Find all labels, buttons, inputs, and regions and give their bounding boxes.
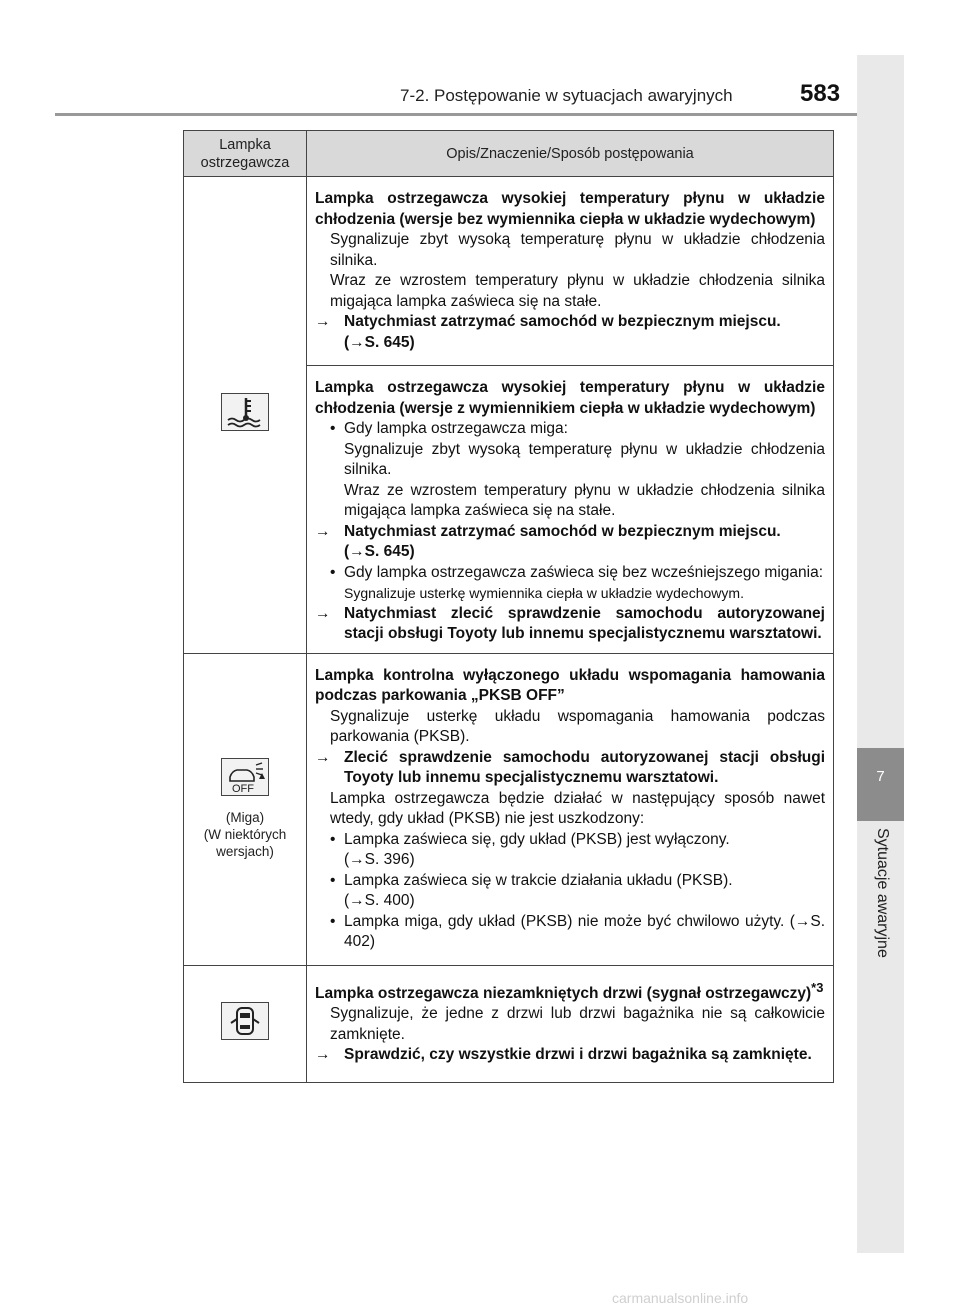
door-open-icon bbox=[221, 1002, 269, 1040]
arrow-icon: → bbox=[315, 604, 331, 622]
coolant-block-no-exchanger bbox=[307, 189, 833, 366]
arrow-icon: → bbox=[315, 313, 331, 330]
watermark: carmanualsonline.info bbox=[612, 1290, 749, 1306]
bullet-text: Gdy lampka ostrzegawcza miga: bbox=[344, 420, 568, 437]
page-reference: (→S. 400) bbox=[344, 892, 415, 909]
action-line bbox=[315, 604, 825, 645]
icon-note-line: (W niektórych bbox=[203, 827, 287, 842]
col-header-description: Opis/Znaczenie/Sposób postępowania bbox=[307, 131, 834, 177]
bullet-item: • Lampka miga, gdy układ (PKSB) nie może być chwilowo użyty. (→S. 402) bbox=[330, 912, 825, 950]
icon-note-line: wersjach) bbox=[216, 844, 274, 859]
chapter-name: Sytuacje awaryjne bbox=[873, 828, 891, 958]
block-text: Lampka ostrzegawcza będzie działać w następujący sposób nawet wtedy, gdy układ (PKSB) nie jest uszkodzony: bbox=[330, 789, 825, 827]
chapter-name-vertical bbox=[857, 828, 904, 988]
col-header-light-label: Lampka ostrzegawcza bbox=[200, 136, 290, 171]
table-row bbox=[184, 653, 834, 965]
block-text: Sygnalizuje zbyt wysoką temperaturę płynu w układzie chłodzenia silnika. bbox=[330, 231, 825, 269]
warning-lights-table bbox=[183, 130, 834, 1083]
block-title: Lampka kontrolna wyłączonego układu wspomagania hamowania podczas parkowania „PKSB OFF” bbox=[315, 666, 825, 704]
block-text: Sygnalizuje usterkę wymiennika ciepła w układzie wydechowym. bbox=[344, 585, 744, 601]
block-text: Sygnalizuje zbyt wysoką temperaturę płynu w układzie chłodzenia silnika. bbox=[344, 440, 825, 478]
header-rule bbox=[55, 113, 857, 116]
action-line bbox=[315, 522, 825, 543]
pksb-block bbox=[307, 666, 833, 957]
bullet-text: Lampka zaświeca się, gdy układ (PKSB) jest wyłączony. bbox=[344, 830, 730, 848]
page-reference: (→S. 645) bbox=[344, 333, 415, 351]
coolant-block-with-exchanger bbox=[307, 366, 833, 645]
action-text: Zlecić sprawdzenie samochodu autoryzowanej stacji obsługi Toyoty lub innemu specjalistycznemu warsztatowi. bbox=[344, 748, 825, 786]
col-header-light bbox=[184, 131, 307, 177]
action-line bbox=[315, 312, 825, 333]
door-block bbox=[307, 978, 833, 1074]
block-title-text: Lampka ostrzegawcza niezamkniętych drzwi (sygnał ostrzegawczy) bbox=[315, 984, 812, 1002]
arrow-icon: → bbox=[315, 1046, 331, 1064]
block-text: Wraz ze wzrostem temperatury płynu w układzie chłodzenia silnika migająca lampka zaświeca się na stałe. bbox=[330, 272, 825, 310]
bullet-text: Gdy lampka ostrzegawcza zaświeca się bez wcześniejszego migania: bbox=[344, 563, 823, 581]
footnote-marker: *3 bbox=[811, 979, 824, 995]
bullet-text: Lampka miga, gdy układ (PKSB) nie może być chwilowo użyty. bbox=[344, 912, 785, 930]
bullet-item: • Lampka zaświeca się, gdy układ (PKSB) jest wyłączony. bbox=[330, 830, 730, 848]
table-row bbox=[184, 177, 834, 654]
table-row bbox=[184, 965, 834, 1082]
block-title: Lampka ostrzegawcza wysokiej temperatury płynu w układzie chłodzenia (wersje z wymiennikiem ciepła w układzie wydechowym) bbox=[315, 379, 825, 417]
section-title: 7-2. Postępowanie w sytuacjach awaryjnych bbox=[400, 86, 733, 105]
action-text: Natychmiast zatrzymać samochód w bezpiecznym miejscu. bbox=[344, 522, 781, 540]
block-text: Sygnalizuje, że jedne z drzwi lub drzwi bagażnika nie są całkowicie zamknięte. bbox=[330, 1005, 825, 1043]
icon-cell bbox=[184, 965, 307, 1082]
icon-cell bbox=[184, 653, 307, 965]
description-cell bbox=[307, 653, 834, 965]
block-title: Lampka ostrzegawcza wysokiej temperatury płynu w układzie chłodzenia (wersje bez wymiennika ciepła w układzie wydechowym) bbox=[315, 190, 825, 228]
description-cell bbox=[307, 177, 834, 654]
chapter-side-tab bbox=[857, 55, 904, 1253]
icon-cell bbox=[184, 177, 307, 654]
block-title bbox=[315, 978, 825, 1005]
pksb-off-icon bbox=[221, 758, 269, 796]
block-text: Wraz ze wzrostem temperatury płynu w układzie chłodzenia silnika migająca lampka zaświeca się na stałe. bbox=[344, 481, 825, 519]
arrow-icon: → bbox=[315, 748, 331, 766]
icon-note bbox=[184, 809, 306, 860]
page-number: 583 bbox=[800, 80, 841, 107]
action-line bbox=[315, 1045, 825, 1066]
bullet-item: • Gdy lampka ostrzegawcza miga: bbox=[330, 420, 568, 437]
coolant-temperature-icon bbox=[221, 393, 269, 431]
bullet-item: • Gdy lampka ostrzegawcza zaświeca się bez wcześniejszego migania: bbox=[330, 563, 823, 581]
chapter-number: 7 bbox=[876, 768, 885, 785]
pksb-off-icon-text: OFF bbox=[232, 783, 254, 795]
action-text: Sprawdzić, czy wszystkie drzwi i drzwi bagażnika są zamknięte. bbox=[344, 1046, 812, 1064]
page-reference: (→S. 402) bbox=[344, 912, 825, 950]
page-reference: (→S. 396) bbox=[344, 851, 415, 868]
action-text: Natychmiast zlecić sprawdzenie samochodu autoryzowanej stacji obsługi Toyoty lub innemu specjalistycznemu warsztatowi. bbox=[344, 604, 825, 642]
bullet-text: Lampka zaświeca się w trakcie działania układu (PKSB). bbox=[344, 871, 733, 889]
description-cell bbox=[307, 965, 834, 1082]
action-text: Natychmiast zatrzymać samochód w bezpiecznym miejscu. bbox=[344, 313, 781, 330]
page-reference: (→S. 645) bbox=[344, 543, 415, 560]
action-line bbox=[315, 748, 825, 789]
table-header-row bbox=[184, 131, 834, 177]
block-text: Sygnalizuje usterkę układu wspomagania hamowania podczas parkowania (PKSB). bbox=[330, 707, 825, 745]
icon-note-line: (Miga) bbox=[225, 810, 265, 825]
bullet-item: • Lampka zaświeca się w trakcie działania układu (PKSB). bbox=[330, 871, 733, 889]
arrow-icon: → bbox=[315, 522, 331, 540]
